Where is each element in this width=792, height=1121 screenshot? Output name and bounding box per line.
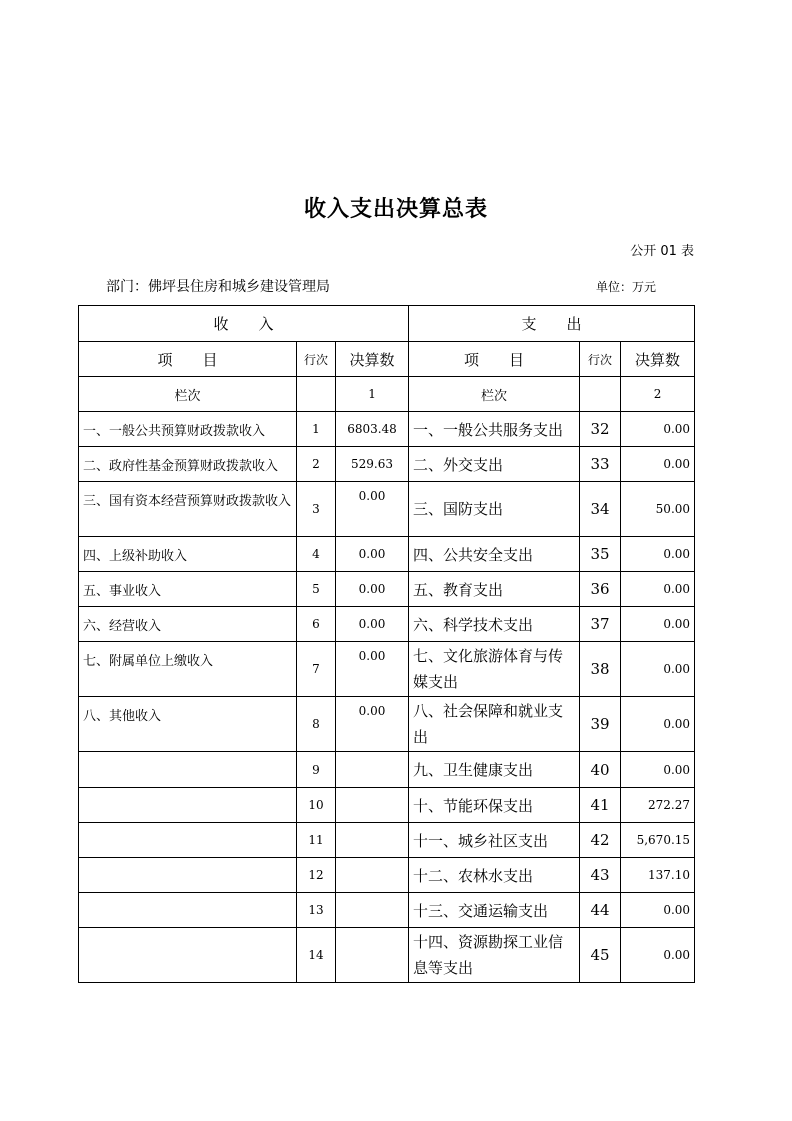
income-section-header: 收 入 xyxy=(79,306,409,342)
expense-row-number: 42 xyxy=(580,823,621,858)
expense-amount: 0.00 xyxy=(621,412,695,447)
expense-amount: 0.00 xyxy=(621,642,695,697)
income-row-no-header: 行次 xyxy=(297,342,336,377)
expense-item-name: 九、卫生健康支出 xyxy=(409,752,580,788)
page-title: 收入支出决算总表 xyxy=(303,196,488,222)
expense-column-label: 栏次 xyxy=(409,377,580,412)
income-row-number: 14 xyxy=(297,928,336,983)
expense-amount-header: 决算数 xyxy=(621,342,695,377)
expense-row-number: 35 xyxy=(580,537,621,572)
expense-amount: 0.00 xyxy=(621,447,695,482)
table-row xyxy=(79,412,695,447)
income-row-number: 8 xyxy=(297,697,336,752)
income-row-number: 13 xyxy=(297,893,336,928)
income-item-name xyxy=(79,858,297,893)
expense-row-number: 36 xyxy=(580,572,621,607)
expense-item-name: 十四、资源勘探工业信息等支出 xyxy=(409,928,580,983)
income-row-number: 1 xyxy=(297,412,336,447)
expense-amount: 0.00 xyxy=(621,697,695,752)
expense-item-name: 三、国防支出 xyxy=(409,482,580,537)
expense-column-number: 2 xyxy=(621,377,695,412)
expense-amount: 0.00 xyxy=(621,572,695,607)
expense-amount: 272.27 xyxy=(621,788,695,823)
expense-item-name: 一、一般公共服务支出 xyxy=(409,412,580,447)
income-item-header: 项 目 xyxy=(79,342,297,377)
income-row-number: 12 xyxy=(297,858,336,893)
expense-item-name: 六、科学技术支出 xyxy=(409,607,580,642)
expense-item-name: 十二、农林水支出 xyxy=(409,858,580,893)
table-row xyxy=(79,928,695,983)
income-item-name: 五、事业收入 xyxy=(79,572,297,607)
expense-row-number: 40 xyxy=(580,752,621,788)
income-amount xyxy=(336,893,409,928)
income-item-name: 四、上级补助收入 xyxy=(79,537,297,572)
table-row xyxy=(79,893,695,928)
income-amount xyxy=(336,788,409,823)
expense-item-name: 四、公共安全支出 xyxy=(409,537,580,572)
income-item-name xyxy=(79,788,297,823)
table-row xyxy=(79,447,695,482)
expense-row-number: 44 xyxy=(580,893,621,928)
income-amount xyxy=(336,752,409,788)
expense-amount: 50.00 xyxy=(621,482,695,537)
income-amount: 0.00 xyxy=(336,697,409,752)
table-row xyxy=(79,788,695,823)
unit-label: 单位：万元 xyxy=(596,280,657,294)
form-number: 公开 01 表 xyxy=(630,244,694,259)
expense-item-name: 十、节能环保支出 xyxy=(409,788,580,823)
expense-item-name: 二、外交支出 xyxy=(409,447,580,482)
income-item-name: 八、其他收入 xyxy=(79,697,297,752)
expense-item-name: 十一、城乡社区支出 xyxy=(409,823,580,858)
income-item-name xyxy=(79,823,297,858)
income-item-name xyxy=(79,752,297,788)
income-row-number: 11 xyxy=(297,823,336,858)
expense-row-number: 37 xyxy=(580,607,621,642)
table-row xyxy=(79,823,695,858)
income-item-name xyxy=(79,928,297,983)
expense-item-name: 七、文化旅游体育与传媒支出 xyxy=(409,642,580,697)
income-amount: 0.00 xyxy=(336,572,409,607)
expense-amount: 137.10 xyxy=(621,858,695,893)
expense-amount: 0.00 xyxy=(621,537,695,572)
income-row-number: 9 xyxy=(297,752,336,788)
income-row-number: 7 xyxy=(297,642,336,697)
income-column-label: 栏次 xyxy=(79,377,297,412)
income-row-number: 4 xyxy=(297,537,336,572)
income-amount xyxy=(336,858,409,893)
income-amount-header: 决算数 xyxy=(336,342,409,377)
expense-row-no-header: 行次 xyxy=(580,342,621,377)
income-item-name: 一、一般公共预算财政拨款收入 xyxy=(79,412,297,447)
expense-item-name: 十三、交通运输支出 xyxy=(409,893,580,928)
income-item-name: 七、附属单位上缴收入 xyxy=(79,642,297,697)
table-row xyxy=(79,572,695,607)
income-amount: 0.00 xyxy=(336,537,409,572)
income-amount: 6803.48 xyxy=(336,412,409,447)
income-item-name xyxy=(79,893,297,928)
expense-item-name: 八、社会保障和就业支出 xyxy=(409,697,580,752)
expense-amount: 0.00 xyxy=(621,752,695,788)
expense-row-number: 32 xyxy=(580,412,621,447)
expense-amount: 5,670.15 xyxy=(621,823,695,858)
income-amount xyxy=(336,928,409,983)
income-item-name: 六、经营收入 xyxy=(79,607,297,642)
income-amount: 0.00 xyxy=(336,482,409,537)
income-item-name: 二、政府性基金预算财政拨款收入 xyxy=(79,447,297,482)
expense-amount: 0.00 xyxy=(621,607,695,642)
income-row-number: 10 xyxy=(297,788,336,823)
income-column-number: 1 xyxy=(336,377,409,412)
expense-amount: 0.00 xyxy=(621,893,695,928)
expense-row-number: 34 xyxy=(580,482,621,537)
table-row xyxy=(79,642,695,697)
expense-row-number: 38 xyxy=(580,642,621,697)
expense-item-header: 项 目 xyxy=(409,342,580,377)
table-row xyxy=(79,752,695,788)
income-expense-table xyxy=(78,305,695,983)
table-row xyxy=(79,537,695,572)
department-label: 部门：佛坪县住房和城乡建设管理局 xyxy=(106,279,330,295)
expense-row-number: 43 xyxy=(580,858,621,893)
income-amount xyxy=(336,823,409,858)
expense-section-header: 支 出 xyxy=(409,306,695,342)
expense-amount: 0.00 xyxy=(621,928,695,983)
expense-row-number: 33 xyxy=(580,447,621,482)
blank-cell xyxy=(580,377,621,412)
income-amount: 529.63 xyxy=(336,447,409,482)
income-amount: 0.00 xyxy=(336,607,409,642)
income-row-number: 3 xyxy=(297,482,336,537)
blank-cell xyxy=(297,377,336,412)
income-item-name: 三、国有资本经营预算财政拨款收入 xyxy=(79,482,297,537)
expense-row-number: 39 xyxy=(580,697,621,752)
expense-row-number: 41 xyxy=(580,788,621,823)
expense-row-number: 45 xyxy=(580,928,621,983)
table-row xyxy=(79,482,695,537)
table-row xyxy=(79,858,695,893)
table-row xyxy=(79,697,695,752)
income-row-number: 5 xyxy=(297,572,336,607)
income-row-number: 2 xyxy=(297,447,336,482)
income-amount: 0.00 xyxy=(336,642,409,697)
income-row-number: 6 xyxy=(297,607,336,642)
table-row xyxy=(79,607,695,642)
expense-item-name: 五、教育支出 xyxy=(409,572,580,607)
